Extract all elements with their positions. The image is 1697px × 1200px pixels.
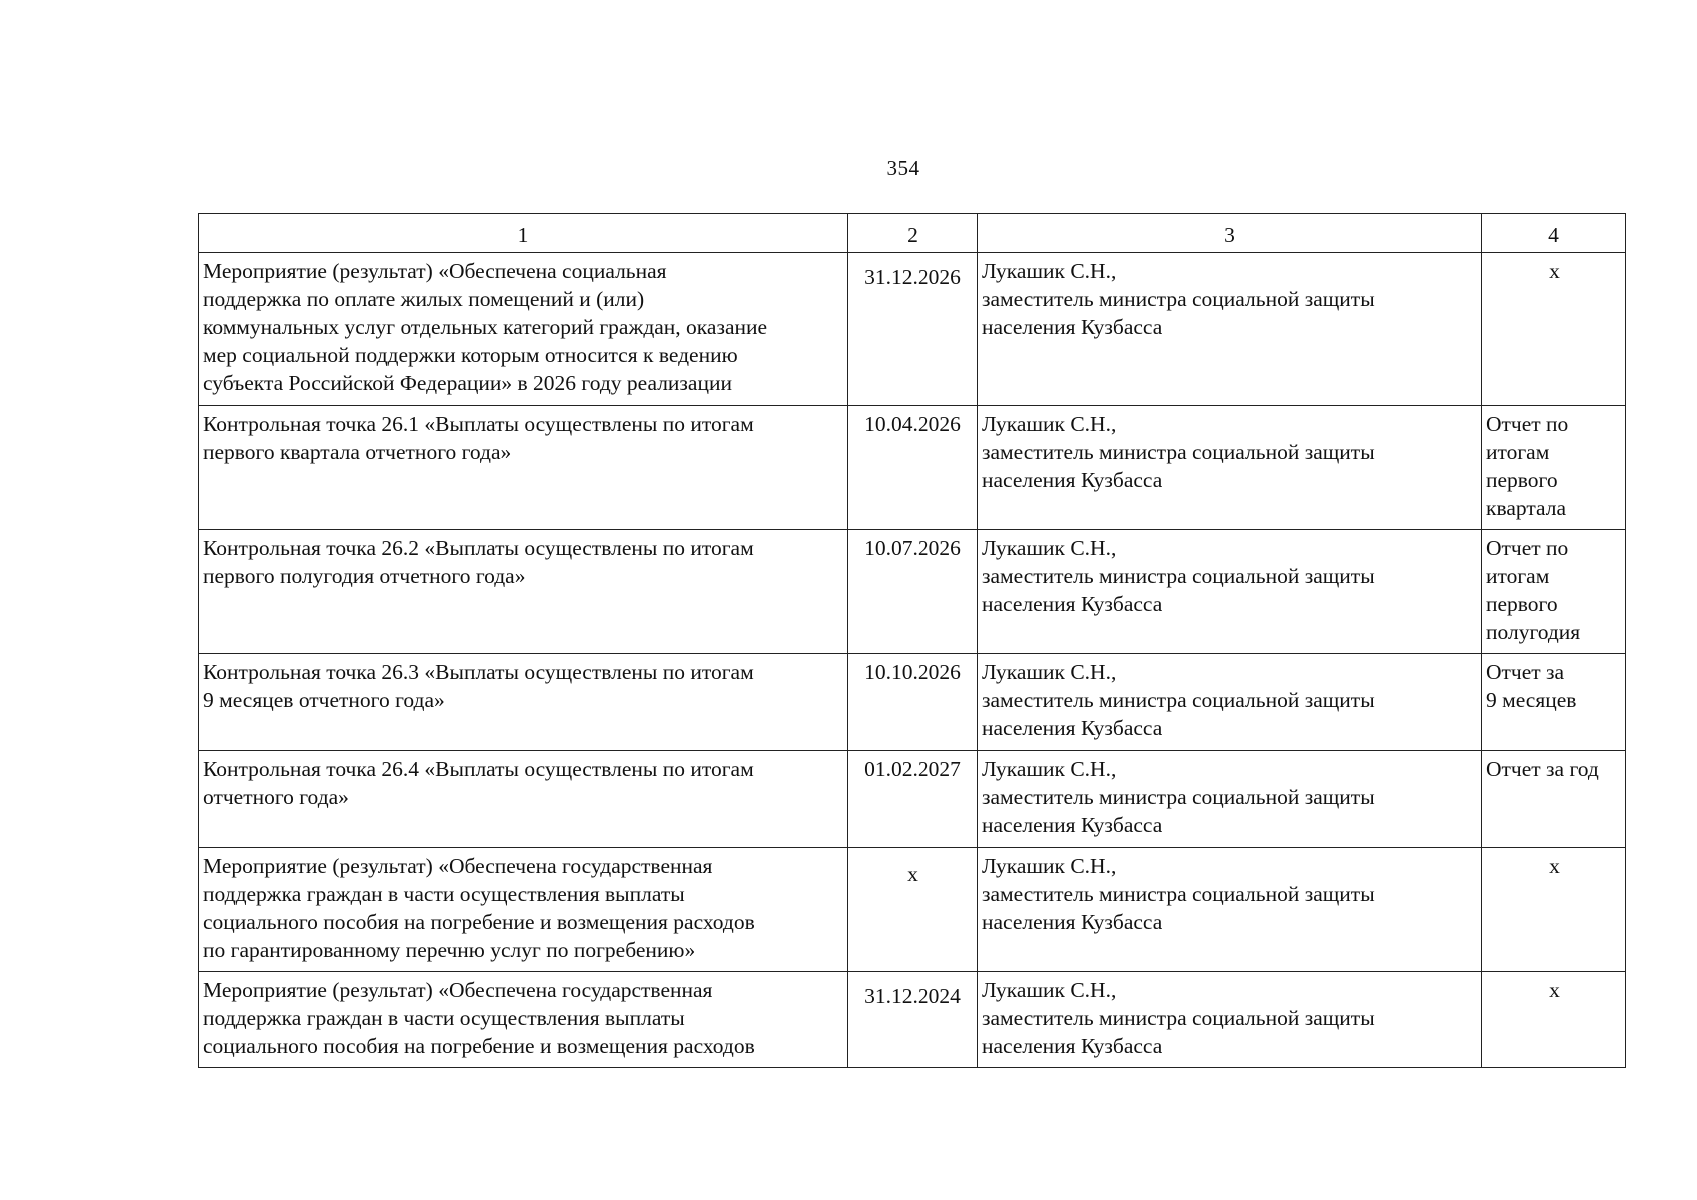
table-row	[199, 530, 1626, 654]
responsible-line: Лукашик С.Н.,	[982, 660, 1117, 684]
report-line: итогам	[1486, 564, 1550, 588]
report-line: итогам	[1486, 440, 1550, 464]
responsible-line: Лукашик С.Н.,	[982, 259, 1117, 283]
table-row	[199, 406, 1626, 530]
description-line: поддержка граждан в части осуществления выплаты	[203, 1006, 685, 1030]
description-line: Контрольная точка 26.2 «Выплаты осуществлены по итогам	[203, 536, 754, 560]
responsible-line: заместитель министра социальной защиты	[982, 1006, 1375, 1030]
report-line: первого	[1486, 468, 1558, 492]
report-line: 9 месяцев	[1486, 688, 1577, 712]
report-line: Отчет по	[1486, 536, 1569, 560]
table-row	[199, 253, 1626, 406]
responsible-line: населения Кузбасса	[982, 716, 1163, 740]
responsible-line: населения Кузбасса	[982, 1034, 1163, 1058]
report-line: квартала	[1486, 496, 1566, 520]
description-line: субъекта Российской Федерации» в 2026 году реализации	[203, 371, 732, 395]
report-line: x	[1549, 854, 1560, 878]
responsible-cell	[978, 654, 1482, 751]
responsible-line: Лукашик С.Н.,	[982, 854, 1117, 878]
responsible-line: населения Кузбасса	[982, 468, 1163, 492]
page-number: 354	[886, 156, 920, 180]
description-line: Мероприятие (результат) «Обеспечена государственная	[203, 854, 713, 878]
description-line: Мероприятие (результат) «Обеспечена социальная	[203, 259, 667, 283]
description-line: 9 месяцев отчетного года»	[203, 688, 445, 712]
date-cell: 10.04.2026	[848, 406, 978, 530]
report-cell	[1482, 751, 1626, 848]
responsible-line: Лукашик С.Н.,	[982, 978, 1117, 1002]
report-cell	[1482, 406, 1626, 530]
report-line: x	[1549, 259, 1560, 283]
responsible-cell	[978, 972, 1482, 1068]
responsible-line: населения Кузбасса	[982, 592, 1163, 616]
report-line: Отчет за год	[1486, 757, 1599, 781]
responsible-line: заместитель министра социальной защиты	[982, 882, 1375, 906]
responsible-line: заместитель министра социальной защиты	[982, 688, 1375, 712]
report-cell	[1482, 848, 1626, 972]
responsible-cell	[978, 751, 1482, 848]
date-cell: 31.12.2024	[848, 972, 978, 1068]
description-line: поддержка граждан в части осуществления выплаты	[203, 882, 685, 906]
date-cell: 10.07.2026	[848, 530, 978, 654]
responsible-line: населения Кузбасса	[982, 315, 1163, 339]
header-cell-3: 3	[978, 214, 1482, 253]
responsible-line: Лукашик С.Н.,	[982, 757, 1117, 781]
report-line: первого	[1486, 592, 1558, 616]
responsible-line: заместитель министра социальной защиты	[982, 440, 1375, 464]
description-line: социального пособия на погребение и возмещения расходов	[203, 910, 755, 934]
date-cell: 10.10.2026	[848, 654, 978, 751]
description-line: отчетного года»	[203, 785, 349, 809]
description-line: поддержка по оплате жилых помещений и (или)	[203, 287, 645, 311]
date-cell: x	[848, 848, 978, 972]
responsible-line: населения Кузбасса	[982, 813, 1163, 837]
report-line: x	[1549, 978, 1560, 1002]
description-cell	[199, 406, 848, 530]
description-line: по гарантированному перечню услуг по погребению»	[203, 938, 696, 962]
description-line: Контрольная точка 26.3 «Выплаты осуществлены по итогам	[203, 660, 754, 684]
table-header-row	[199, 214, 1626, 253]
description-line: социального пособия на погребение и возмещения расходов	[203, 1034, 755, 1058]
description-line: первого квартала отчетного года»	[203, 440, 512, 464]
description-line: первого полугодия отчетного года»	[203, 564, 526, 588]
responsible-line: заместитель министра социальной защиты	[982, 785, 1375, 809]
header-cell-1: 1	[199, 214, 848, 253]
report-line: полугодия	[1486, 620, 1581, 644]
responsible-cell	[978, 848, 1482, 972]
responsible-line: Лукашик С.Н.,	[982, 412, 1117, 436]
report-line: Отчет по	[1486, 412, 1569, 436]
responsible-cell	[978, 253, 1482, 406]
description-line: коммунальных услуг отдельных категорий граждан, оказание	[203, 315, 768, 339]
responsible-line: заместитель министра социальной защиты	[982, 564, 1375, 588]
report-cell	[1482, 253, 1626, 406]
table-row	[199, 848, 1626, 972]
description-cell	[199, 530, 848, 654]
responsible-line: заместитель министра социальной защиты	[982, 287, 1375, 311]
responsible-line: Лукашик С.Н.,	[982, 536, 1117, 560]
header-cell-4: 4	[1482, 214, 1626, 253]
report-cell	[1482, 654, 1626, 751]
description-line: Контрольная точка 26.4 «Выплаты осуществлены по итогам	[203, 757, 754, 781]
table-row	[199, 751, 1626, 848]
header-cell-2: 2	[848, 214, 978, 253]
date-cell: 31.12.2026	[848, 253, 978, 406]
description-line: Контрольная точка 26.1 «Выплаты осуществлены по итогам	[203, 412, 754, 436]
date-cell: 01.02.2027	[848, 751, 978, 848]
report-line: Отчет за	[1486, 660, 1565, 684]
description-cell	[199, 654, 848, 751]
description-cell	[199, 848, 848, 972]
description-line: мер социальной поддержки которым относится к ведению	[203, 343, 738, 367]
description-cell	[199, 751, 848, 848]
report-cell	[1482, 530, 1626, 654]
table-row	[199, 972, 1626, 1068]
description-line: Мероприятие (результат) «Обеспечена государственная	[203, 978, 713, 1002]
responsible-line: населения Кузбасса	[982, 910, 1163, 934]
description-cell	[199, 972, 848, 1068]
description-cell	[199, 253, 848, 406]
plan-table	[198, 213, 1626, 1068]
responsible-cell	[978, 530, 1482, 654]
responsible-cell	[978, 406, 1482, 530]
report-cell	[1482, 972, 1626, 1068]
table-row	[199, 654, 1626, 751]
